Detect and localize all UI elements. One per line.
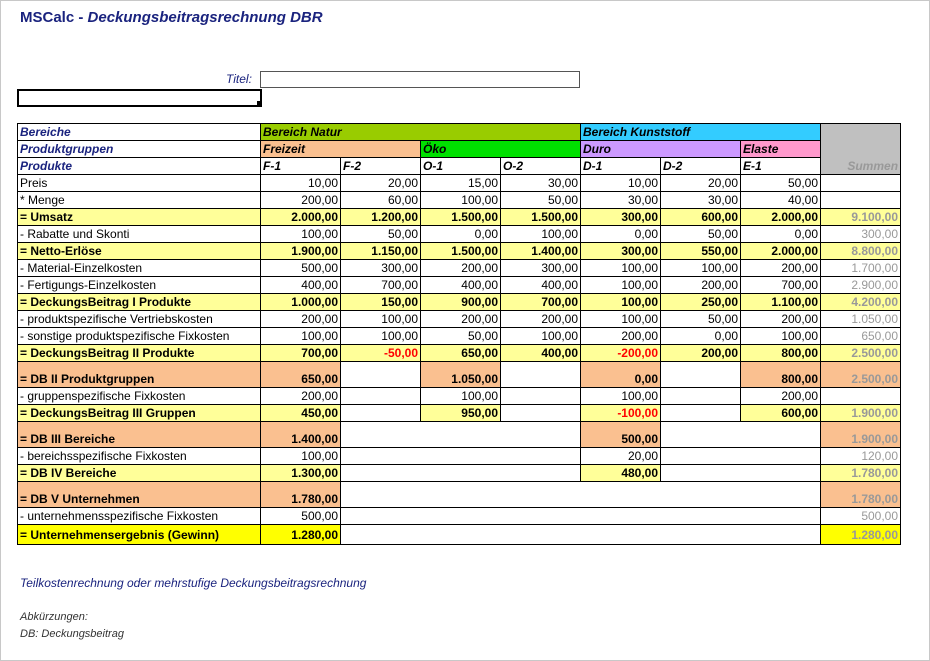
row-label[interactable]: = DeckungsBeitrag II Produkte (18, 345, 261, 362)
row-db-produktgruppen (18, 362, 901, 388)
value-cell[interactable]: 200,00 (421, 260, 501, 277)
value-cell[interactable]: 1.050,00 (421, 362, 501, 388)
value-cell[interactable]: 60,00 (341, 192, 421, 209)
sum-cell[interactable]: 120,00 (821, 448, 901, 465)
value-cell[interactable]: 200,00 (261, 388, 341, 405)
sum-cell[interactable]: 1.280,00 (821, 525, 901, 545)
value-cell[interactable]: 200,00 (421, 311, 501, 328)
value-cell[interactable]: 300,00 (501, 260, 581, 277)
value-cell[interactable]: 200,00 (261, 192, 341, 209)
row-db3 (18, 405, 901, 422)
empty-cell[interactable] (341, 508, 821, 525)
value-cell[interactable]: -200,00 (581, 345, 661, 362)
value-cell[interactable]: 200,00 (661, 345, 741, 362)
value-cell[interactable]: 200,00 (581, 328, 661, 345)
footer-db-definition: DB: Deckungsbeitrag (20, 628, 124, 640)
sum-cell[interactable]: 300,00 (821, 226, 901, 243)
sum-cell[interactable]: 4.200,00 (821, 294, 901, 311)
header-produktgruppen: Produktgruppen (18, 141, 261, 158)
value-cell[interactable]: 2.000,00 (261, 209, 341, 226)
value-cell[interactable]: 700,00 (341, 277, 421, 294)
empty-cell[interactable] (661, 465, 821, 482)
row-label[interactable]: = DB IV Bereiche (18, 465, 261, 482)
app-subtitle: Deckungsbeitragsrechnung DBR (87, 9, 323, 26)
sum-cell[interactable]: 1.780,00 (821, 482, 901, 508)
empty-cell[interactable] (501, 362, 581, 388)
gruppe-elaste[interactable]: Elaste (741, 141, 821, 158)
value-cell[interactable]: 700,00 (501, 294, 581, 311)
row-label[interactable]: = DB II Produktgruppen (18, 362, 261, 388)
summen-header: Summen (821, 124, 901, 175)
value-cell[interactable]: 300,00 (581, 209, 661, 226)
row-label[interactable]: = DeckungsBeitrag III Gruppen (18, 405, 261, 422)
value-cell[interactable]: 40,00 (741, 192, 821, 209)
value-cell[interactable]: 1.100,00 (741, 294, 821, 311)
footer-abkuerzungen: Abkürzungen: (20, 611, 88, 623)
value-cell[interactable]: 300,00 (581, 243, 661, 260)
value-cell[interactable]: 100,00 (661, 260, 741, 277)
value-cell[interactable]: 100,00 (261, 448, 341, 465)
value-cell[interactable]: 30,00 (581, 192, 661, 209)
sum-cell[interactable]: 1.780,00 (821, 465, 901, 482)
value-cell[interactable]: 150,00 (341, 294, 421, 311)
empty-cell[interactable] (341, 482, 821, 508)
value-cell[interactable]: 100,00 (501, 226, 581, 243)
row-db-unternehmen (18, 482, 901, 508)
empty-cell[interactable] (501, 405, 581, 422)
sum-cell[interactable]: 1.700,00 (821, 260, 901, 277)
value-cell[interactable]: 100,00 (421, 388, 501, 405)
value-cell[interactable]: 400,00 (261, 277, 341, 294)
row-label[interactable]: - sonstige produktspezifische Fixkosten (18, 328, 261, 345)
row-label[interactable]: - Material-Einzelkosten (18, 260, 261, 277)
row-label[interactable]: - Fertigungs-Einzelkosten (18, 277, 261, 294)
row-label[interactable]: = Umsatz (18, 209, 261, 226)
value-cell[interactable]: 550,00 (661, 243, 741, 260)
row-umsatz (18, 209, 901, 226)
sum-cell[interactable]: 650,00 (821, 328, 901, 345)
selected-cell[interactable] (17, 89, 262, 107)
row-label[interactable]: = Unternehmensergebnis (Gewinn) (18, 525, 261, 545)
sum-cell[interactable]: 2.900,00 (821, 277, 901, 294)
value-cell[interactable]: 20,00 (661, 175, 741, 192)
empty-cell[interactable] (341, 388, 421, 405)
produkt-cell[interactable]: O-2 (501, 158, 581, 175)
value-cell[interactable]: 20,00 (581, 448, 661, 465)
value-cell[interactable]: 300,00 (341, 260, 421, 277)
empty-cell[interactable] (661, 405, 741, 422)
value-cell[interactable]: 100,00 (581, 260, 661, 277)
value-cell[interactable]: 2.000,00 (741, 209, 821, 226)
value-cell[interactable]: 400,00 (501, 345, 581, 362)
produkt-cell[interactable]: O-1 (421, 158, 501, 175)
header-produkte: Produkte (18, 158, 261, 175)
value-cell[interactable]: 600,00 (661, 209, 741, 226)
value-cell[interactable]: 1.300,00 (261, 465, 341, 482)
value-cell[interactable]: 200,00 (741, 311, 821, 328)
value-cell[interactable]: 500,00 (261, 508, 341, 525)
value-cell[interactable]: 1.150,00 (341, 243, 421, 260)
value-cell[interactable]: 950,00 (421, 405, 501, 422)
value-cell[interactable]: 600,00 (741, 405, 821, 422)
row-sonstige (18, 328, 901, 345)
value-cell[interactable]: 20,00 (341, 175, 421, 192)
value-cell[interactable]: 1.200,00 (341, 209, 421, 226)
row-label[interactable]: = DeckungsBeitrag I Produkte (18, 294, 261, 311)
value-cell[interactable]: 800,00 (741, 345, 821, 362)
empty-cell[interactable] (341, 405, 421, 422)
value-cell[interactable]: 100,00 (421, 192, 501, 209)
row-preis (18, 175, 901, 192)
value-cell[interactable]: 10,00 (261, 175, 341, 192)
value-cell[interactable]: 100,00 (341, 311, 421, 328)
value-cell[interactable]: 1.400,00 (261, 422, 341, 448)
row-produktgruppen (18, 141, 901, 158)
empty-cell[interactable] (341, 362, 421, 388)
titel-input[interactable] (260, 71, 580, 88)
value-cell[interactable]: 0,00 (661, 328, 741, 345)
dbr-table (17, 123, 901, 545)
empty-cell[interactable] (661, 448, 821, 465)
gruppe-freizeit[interactable]: Freizeit (261, 141, 421, 158)
row-label[interactable]: - produktspezifische Vertriebskosten (18, 311, 261, 328)
row-label[interactable]: = DB V Unternehmen (18, 482, 261, 508)
produkt-cell[interactable]: E-1 (741, 158, 821, 175)
value-cell[interactable]: 100,00 (581, 294, 661, 311)
row-label[interactable]: = DB III Bereiche (18, 422, 261, 448)
row-gruppenfix (18, 388, 901, 405)
sum-cell[interactable]: 2.500,00 (821, 345, 901, 362)
app-title (20, 9, 323, 26)
sum-cell[interactable]: 9.100,00 (821, 209, 901, 226)
sum-cell[interactable]: 8.800,00 (821, 243, 901, 260)
row-menge (18, 192, 901, 209)
row-label[interactable]: - unternehmensspezifische Fixkosten (18, 508, 261, 525)
sum-cell[interactable]: 500,00 (821, 508, 901, 525)
row-label[interactable]: Preis (18, 175, 261, 192)
app-name: MSCalc (20, 9, 75, 26)
value-cell[interactable]: 250,00 (661, 294, 741, 311)
empty-cell[interactable] (661, 362, 741, 388)
value-cell[interactable]: 50,00 (341, 226, 421, 243)
value-cell[interactable]: 400,00 (501, 277, 581, 294)
value-cell[interactable]: 50,00 (661, 226, 741, 243)
sum-cell[interactable] (821, 192, 901, 209)
value-cell[interactable]: 100,00 (501, 328, 581, 345)
value-cell[interactable]: 30,00 (501, 175, 581, 192)
value-cell[interactable]: 500,00 (261, 260, 341, 277)
row-db-bereiche (18, 422, 901, 448)
value-cell[interactable]: 100,00 (261, 226, 341, 243)
value-cell[interactable]: 1.400,00 (501, 243, 581, 260)
value-cell[interactable]: 1.780,00 (261, 482, 341, 508)
header-bereiche: Bereiche (18, 124, 261, 141)
sum-cell[interactable] (821, 175, 901, 192)
row-label[interactable]: - gruppenspezifische Fixkosten (18, 388, 261, 405)
footer-note: Teilkostenrechnung oder mehrstufige Deckungsbeitragsrechnung (20, 576, 367, 590)
value-cell[interactable]: 200,00 (661, 277, 741, 294)
row-label[interactable]: * Menge (18, 192, 261, 209)
gruppe-oeko[interactable]: Öko (421, 141, 581, 158)
value-cell[interactable]: 200,00 (261, 311, 341, 328)
produkt-cell[interactable]: F-2 (341, 158, 421, 175)
value-cell[interactable]: 1.500,00 (501, 209, 581, 226)
value-cell[interactable]: 0,00 (581, 226, 661, 243)
row-db4 (18, 465, 901, 482)
row-produkte (18, 158, 901, 175)
value-cell[interactable]: 100,00 (581, 311, 661, 328)
value-cell[interactable]: 2.000,00 (741, 243, 821, 260)
empty-cell[interactable] (341, 422, 581, 448)
value-cell[interactable]: 100,00 (741, 328, 821, 345)
empty-cell[interactable] (341, 525, 821, 545)
value-cell[interactable]: 0,00 (421, 226, 501, 243)
sum-cell[interactable]: 1.900,00 (821, 422, 901, 448)
value-cell[interactable]: 50,00 (501, 192, 581, 209)
value-cell[interactable]: 650,00 (261, 362, 341, 388)
value-cell[interactable]: 900,00 (421, 294, 501, 311)
sum-cell[interactable]: 1.050,00 (821, 311, 901, 328)
sum-cell[interactable] (821, 388, 901, 405)
produkt-cell[interactable]: D-2 (661, 158, 741, 175)
value-cell[interactable]: 200,00 (741, 260, 821, 277)
value-cell[interactable]: 1.000,00 (261, 294, 341, 311)
value-cell[interactable]: -100,00 (581, 405, 661, 422)
sum-cell[interactable]: 2.500,00 (821, 362, 901, 388)
row-db1 (18, 294, 901, 311)
row-unternfix (18, 508, 901, 525)
row-db2 (18, 345, 901, 362)
produkt-cell[interactable]: D-1 (581, 158, 661, 175)
value-cell[interactable]: 650,00 (421, 345, 501, 362)
empty-cell[interactable] (341, 448, 581, 465)
row-rabatte (18, 226, 901, 243)
titel-label: Titel: (226, 72, 252, 86)
row-ergebnis (18, 525, 901, 545)
value-cell[interactable]: 50,00 (741, 175, 821, 192)
sum-cell[interactable]: 1.900,00 (821, 405, 901, 422)
value-cell[interactable]: 0,00 (741, 226, 821, 243)
value-cell[interactable]: 0,00 (581, 362, 661, 388)
empty-cell[interactable] (341, 465, 581, 482)
row-vertrieb (18, 311, 901, 328)
value-cell[interactable]: 200,00 (501, 311, 581, 328)
value-cell[interactable]: 10,00 (581, 175, 661, 192)
produkt-cell[interactable]: F-1 (261, 158, 341, 175)
value-cell[interactable]: 1.500,00 (421, 243, 501, 260)
value-cell[interactable]: 100,00 (341, 328, 421, 345)
gruppe-duro[interactable]: Duro (581, 141, 741, 158)
value-cell[interactable]: 200,00 (741, 388, 821, 405)
value-cell[interactable]: 15,00 (421, 175, 501, 192)
value-cell[interactable]: 450,00 (261, 405, 341, 422)
value-cell[interactable]: 700,00 (741, 277, 821, 294)
value-cell[interactable]: 100,00 (261, 328, 341, 345)
row-bereichfix (18, 448, 901, 465)
value-cell[interactable]: 400,00 (421, 277, 501, 294)
value-cell[interactable]: 500,00 (581, 422, 661, 448)
empty-cell[interactable] (501, 388, 581, 405)
row-material (18, 260, 901, 277)
row-label[interactable]: = Netto-Erlöse (18, 243, 261, 260)
value-cell[interactable]: 800,00 (741, 362, 821, 388)
bereich-natur[interactable]: Bereich Natur (261, 124, 581, 141)
value-cell[interactable]: 100,00 (581, 388, 661, 405)
value-cell[interactable]: 50,00 (421, 328, 501, 345)
row-netto (18, 243, 901, 260)
value-cell[interactable]: 30,00 (661, 192, 741, 209)
row-label[interactable]: - Rabatte und Skonti (18, 226, 261, 243)
value-cell[interactable]: 100,00 (581, 277, 661, 294)
fill-handle[interactable] (257, 101, 261, 105)
value-cell[interactable]: 480,00 (581, 465, 661, 482)
bereich-kunststoff[interactable]: Bereich Kunststoff (581, 124, 821, 141)
value-cell[interactable]: 50,00 (661, 311, 741, 328)
value-cell[interactable]: 1.900,00 (261, 243, 341, 260)
value-cell[interactable]: 700,00 (261, 345, 341, 362)
title-separator: - (74, 9, 88, 26)
empty-cell[interactable] (661, 422, 821, 448)
empty-cell[interactable] (661, 388, 741, 405)
value-cell[interactable]: -50,00 (341, 345, 421, 362)
row-label[interactable]: - bereichsspezifische Fixkosten (18, 448, 261, 465)
value-cell[interactable]: 1.500,00 (421, 209, 501, 226)
value-cell[interactable]: 1.280,00 (261, 525, 341, 545)
row-fertigung (18, 277, 901, 294)
row-bereiche (18, 124, 901, 141)
